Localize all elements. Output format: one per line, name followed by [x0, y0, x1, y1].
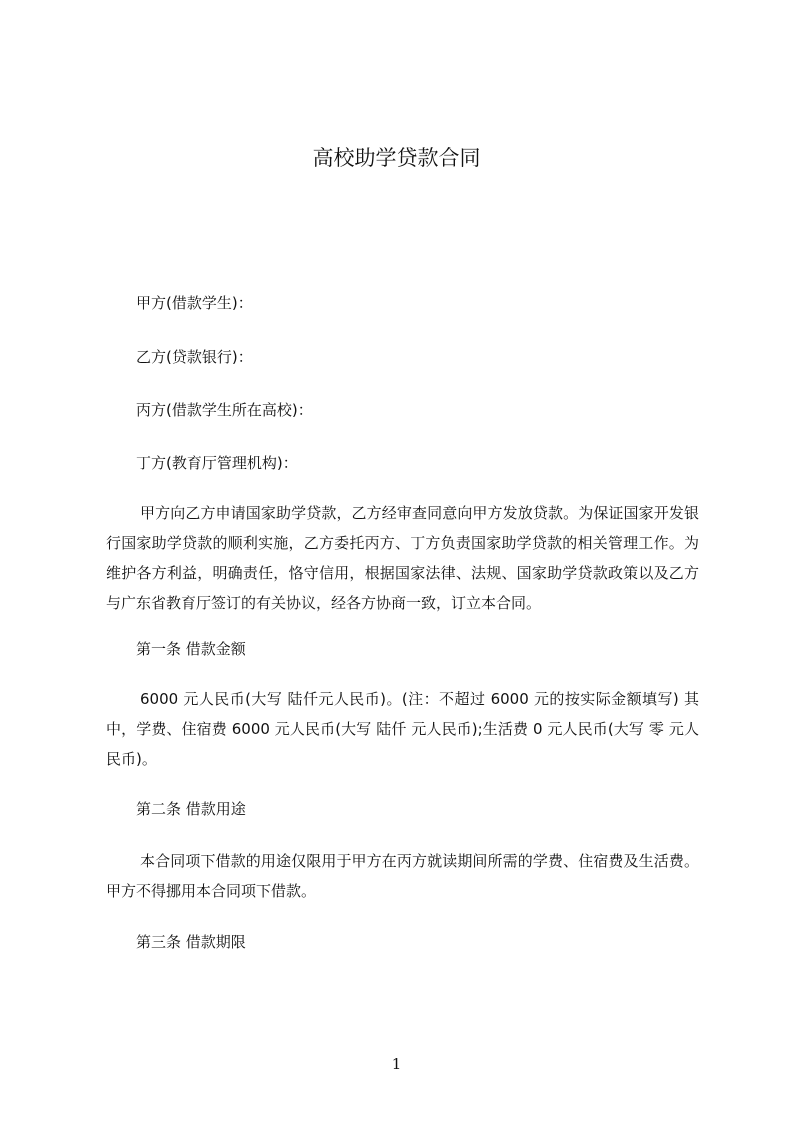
page-number: 1 [391, 1055, 402, 1073]
intro-paragraph: 甲方向乙方申请国家助学贷款，乙方经审查同意向甲方发放贷款。为保证国家开发银行国家助学贷款的顺利实施，乙方委托丙方、丁方负责国家助学贷款的相关管理工作。为维护各方利益，明确责任，恪守信用，根据国家法律、法规、国家助学贷款政策以及乙方与广东省教育厅签订的有关协议，经各方协商一致，订立本合同。 [106, 504, 699, 612]
article-2-body: 本合同项下借款的用途仅限用于甲方在丙方就读期间所需的学费、住宿费及生活费。甲方不得挪用本合同项下借款。 [106, 852, 699, 900]
document-title: 高校助学贷款合同 [312, 146, 481, 170]
party-d-line: 丁方(教育厅管理机构)： [136, 454, 298, 472]
party-c-line: 丙方(借款学生所在高校)： [136, 401, 313, 419]
party-a-line: 甲方(借款学生)： [136, 294, 253, 312]
article-1-heading: 第一条 借款金额 [136, 640, 246, 658]
article-2-heading: 第二条 借款用途 [136, 800, 246, 818]
party-b-line: 乙方(贷款银行)： [136, 348, 253, 366]
article-1-body: 6000 元人民币(大写 陆仟元人民币)。(注：不超过 6000 元的按实际金额填写) 其中，学费、住宿费 6000 元人民币(大写 陆仟 元人民币);生活费 0 元人民币(大写 零 元人民币)。 [106, 690, 699, 768]
article-3-heading: 第三条 借款期限 [136, 933, 246, 951]
